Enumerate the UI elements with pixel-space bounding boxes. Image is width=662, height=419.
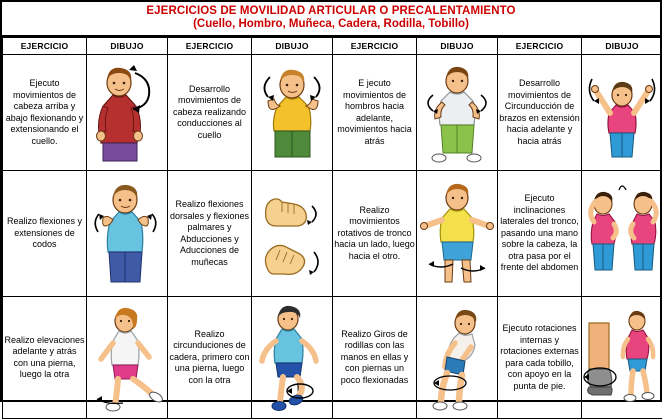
table-row [3,171,662,297]
knee-circles-icon [419,303,495,413]
hip-circumduction-icon [254,303,330,413]
exercise-text: Realizo Giros de rodillas con las manos en ellas y con piernas un poco flexionadas [333,297,417,419]
page-title [2,2,660,37]
exercise-table [2,37,662,419]
figure-neck-rotation [252,55,333,171]
figure-lateral-trunk-bend [582,171,662,297]
shoulder-circles-icon [419,61,495,165]
column-header-exercise-4: EJERCICIO [498,38,582,55]
arm-circumduction-icon [584,61,660,165]
column-header-drawing-2: DIBUJO [252,38,333,55]
exercise-text: Realizo movimientos rotativos de tronco hacia un lado, luego hacia el otro. [333,171,417,297]
title-line-1: EJERCICIOS DE MOVILIDAD ARTICULAR O PRECALENTAMIENTO [4,5,658,18]
figure-knee-circles [417,297,498,419]
exercise-text: Ejecuto rotaciones internas y rotaciones externas para cada tobillo, con apoyo en la punta de pie. [498,297,582,419]
trunk-rotation-icon [419,178,495,290]
figure-elbow-flexion [87,171,168,297]
exercise-text: Realizo elevaciones adelante y atrás con una pierna, luego la otra [3,297,87,419]
exercise-text: Ejecuto movimientos de cabeza arriba y abajo flexionando y extensionando el cuello. [3,55,87,171]
figure-trunk-rotation [417,171,498,297]
figure-wrist-movements [252,171,333,297]
column-header-exercise-3: EJERCICIO [333,38,417,55]
exercise-text: E jecuto movimientos de hombros hacia adelante, movimientos hacia atrás [333,55,417,171]
column-header-exercise-1: EJERCICIO [3,38,87,55]
leg-swing-icon [89,303,165,413]
figure-hip-circumduction [252,297,333,419]
table-row [3,297,662,419]
table-row [3,55,662,171]
figure-leg-swing [87,297,168,419]
column-header-drawing-4: DIBUJO [582,38,662,55]
exercise-text: Desarrollo movimientos de Circunducción de brazos en extensión hacia adelante y hacia atrás [498,55,582,171]
neck-rotation-icon [254,61,330,165]
figure-ankle-rotation [582,297,662,419]
table-header-row [3,38,662,55]
exercise-text: Realizo flexiones y extensiones de codos [3,171,87,297]
column-header-exercise-2: EJERCICIO [168,38,252,55]
neck-flexion-extension-icon [89,61,165,165]
exercise-text: Ejecuto inclinaciones laterales del tronco, pasando una mano sobre la cabeza, la otra pasa por el frente del abdomen [498,171,582,297]
lateral-trunk-bend-icon [583,178,661,290]
column-header-drawing-1: DIBUJO [87,38,168,55]
figure-arm-circumduction [582,55,662,171]
exercise-text: Desarrollo movimientos de cabeza realizando conducciones al cuello [168,55,252,171]
exercise-text: Realizo flexiones dorsales y flexiones palmares y Abducciones y Aducciones de muñecas [168,171,252,297]
figure-shoulder-circles [417,55,498,171]
column-header-drawing-3: DIBUJO [417,38,498,55]
figure-neck-flexion-extension [87,55,168,171]
elbow-flexion-icon [89,178,165,290]
exercise-text: Realizo circunduciones de cadera, primero con una pierna, luego con la otra [168,297,252,419]
title-line-2: (Cuello, Hombro, Muñeca, Cadera, Rodilla, Tobillo) [4,18,658,31]
wrist-movements-icon [254,178,330,290]
ankle-rotation-icon [583,303,661,413]
